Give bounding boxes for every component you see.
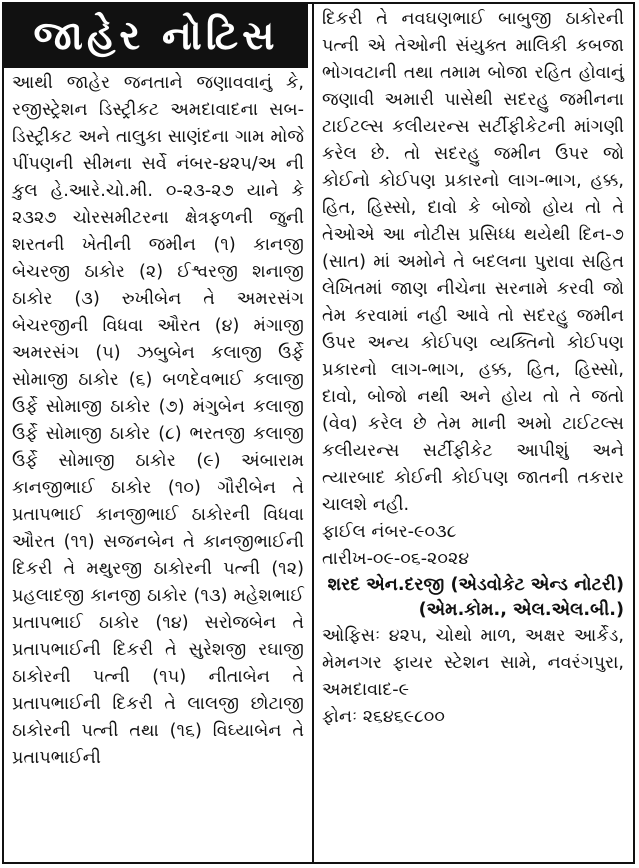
office-address: ઓફિસઃ ૪૨૫, ચોથો માળ, અક્ષર આર્કેડ, મેમનગર ફાયર સ્ટેશન સામે, નવરંગપુરા, અમદાવાદ-૯ bbox=[322, 626, 624, 700]
signatory-name: શરદ એન.દરજી (એડવોકેટ એન્ડ નોટરી) bbox=[327, 575, 624, 595]
notice-left-column bbox=[12, 70, 304, 772]
notice-date: તારીખ-૦૯-૦૬-૨૦૨૪ bbox=[322, 549, 470, 569]
signatory-degree: (એમ.કોમ., એલ.એલ.બી.) bbox=[418, 600, 624, 620]
notice-title: જાહેર નોટિસ bbox=[4, 4, 308, 68]
notice-right-column bbox=[322, 6, 624, 731]
notice-body-right: દિકરી તે નવઘણભાઈ બાબુજી ઠાકોરની પત્ની એ તેઓની સંયુક્ત માલિકી કબજા ભોગવટાની તથા તમામ બોજા રહિત હોવાનું જણાવી અમારી પાસેથી સદરહુ જમીનના ટાઈટલ્સ કલીયરન્સ સર્ટીફીકેટની માંગણી કરેલ છે. તો સદરહુ જમીન ઉપર જો કોઈનો કોઈપણ પ્રકારનો લાગ-ભાગ, હક્ક, હિત, હિસ્સો, દાવો કે બોજો હોય તો તે તેઓએ આ નોટીસ પ્રસિધ્ધ થયેથી દિન-૭ (સાત) માં અમોને તે બદલના પુરાવા સહિત લેખિતમાં જાણ નીચેના સરનામે કરવી જો તેમ કરવામાં નહી આવે તો સદરહુ જમીન ઉપર અન્ય કોઈપણ વ્યક્તિનો કોઈપણ પ્રકારનો લાગ-ભાગ, હક્ક, હિત, હિસ્સો, દાવો, બોજો નથી અને હોય તો તે જતો (વેવ) કરેલ છે તેમ માની અમો ટાઈટલ્સ કલીયરન્સ સર્ટીફીકેટ આપીશું અને ત્યારબાદ કોઈની કોઈપણ જાતની તકરાર ચાલશે નહી. bbox=[322, 9, 624, 515]
phone-number: ફોનઃ ૨૬૪૬૯૮૦૦ bbox=[322, 707, 445, 727]
notice-body-left: આથી જાહેર જનતાને જણાવવાનું કે, રજીસ્ટ્રેશન ડિસ્ટ્રીકટ અમદાવાદના સબ-ડિસ્ટ્રીકટ અને તાલુકા સાણંદના ગામ મોજે પીંપણની સીમના સર્વે નંબર-૪૨૫/અ ની કુલ હે.આરે.ચો.મી. ૦-૨૩-૨૭ યાને કે ૨૩૨૭ ચોરસમીટરના ક્ષેત્રફળની જુની શરતની ખેતીની જમીન (૧) કાનજી બેચરજી ઠાકોર (૨) ઈશ્વરજી શનાજી ઠાકોર (૩) રુખીબેન તે અમરસંગ બેચરજીની વિધવા ઔરત (૪) મંગાજી અમરસંગ (૫) ઝબુબેન કલાજી ઉર્ફે સોમાજી ઠાકોર (૬) બળદેવભાઈ કલાજી ઉર્ફે સોમાજી ઠાકોર (૭) મંગુબેન કલાજી ઉર્ફે સોમાજી ઠાકોર (૮) ભરતજી કલાજી ઉર્ફે સોમાજી ઠાકોર (૯) અંબારામ કાનજીભાઈ ઠાકોર (૧૦) ગૌરીબેન તે પ્રતાપભાઈ કાનજીભાઈ ઠાકોરની વિધવા ઔરત (૧૧) સજનબેન તે કાનજીભાઈની દિકરી તે મથુરજી ઠાકોરની પત્ની (૧૨) પ્રહલાદજી કાનજી ઠાકોર (૧૩) મહેશભાઈ પ્રતાપભાઈ ઠાકોર (૧૪) સરોજબેન તે પ્રતાપભાઈની દિકરી તે સુરેશજી રઘાજી ઠાકોરની પત્ની (૧૫) નીતાબેન તે પ્રતાપભાઈની દિકરી તે લાલજી છોટાજી ઠાકોરની પત્ની તથા (૧૬) વિઘ્યાબેન તે પ્રતાપભાઈની bbox=[12, 73, 304, 768]
column-divider bbox=[312, 4, 314, 862]
file-number: ફાઈલ નંબર-૯૦૩૮ bbox=[322, 522, 457, 542]
